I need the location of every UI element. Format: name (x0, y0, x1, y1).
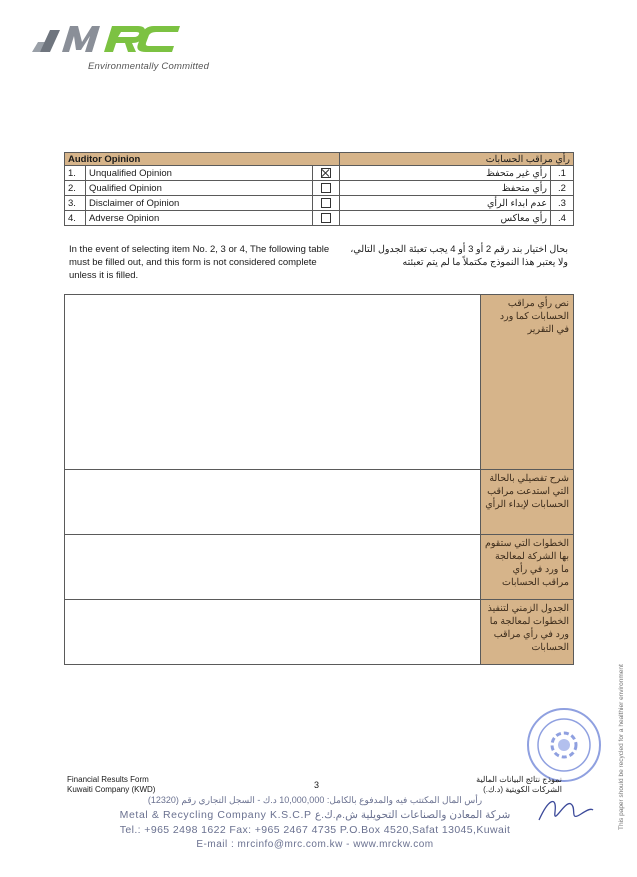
opinion-checkbox-cell (313, 211, 340, 226)
detail-row (65, 295, 574, 470)
signature-icon (535, 790, 595, 830)
footer-form-name: Financial Results Form (67, 775, 149, 784)
opinion-row (65, 196, 574, 211)
footer-contact: Tel.: +965 2498 1622 Fax: +965 2467 4735 P.O.Box 4520,Safat 13045,Kuwait (119, 824, 511, 836)
recycle-note: This paper should be recycled for a healthier environment (618, 664, 625, 830)
detail-input-cell[interactable] (65, 535, 481, 600)
auditor-opinion-header (65, 153, 574, 166)
opinion-number: 3. (65, 196, 86, 211)
opinion-row (65, 166, 574, 181)
opinion-label-en: Unqualified Opinion (86, 166, 313, 181)
detail-row (65, 470, 574, 535)
company-stamp-icon (525, 706, 603, 784)
unchecked-checkbox-icon[interactable] (321, 198, 331, 208)
opinion-label-ar: عدم ابداء الرأي (340, 196, 551, 211)
detail-label: نص رأي مراقب الحسابات كما ورد في التقرير (481, 295, 574, 470)
page-number: 3 (314, 780, 320, 790)
detail-input-cell[interactable] (65, 295, 481, 470)
auditor-opinion-title-en: Auditor Opinion (65, 153, 340, 166)
auditor-opinion-title-ar: رأي مراقب الحسابات (340, 153, 574, 166)
footer-form-info-ar (440, 775, 562, 795)
opinion-label-en: Disclaimer of Opinion (86, 196, 313, 211)
unchecked-checkbox-icon[interactable] (321, 183, 331, 193)
auditor-opinion-table (64, 152, 574, 226)
opinion-label-en: Adverse Opinion (86, 211, 313, 226)
opinion-checkbox-cell (313, 181, 340, 196)
instructions-en: In the event of selecting item No. 2, 3 or 4, The following table must be filled out, and this form is not considered complete unless it is filled. (69, 244, 330, 281)
logo-tagline: Environmentally Committed (88, 61, 210, 72)
opinion-checkbox-cell (313, 166, 340, 181)
checked-checkbox-icon[interactable] (321, 168, 331, 178)
detail-label: شرح تفصيلي بالحالة التي استدعت مراقب الحسابات لإبداء الرأي (481, 470, 574, 535)
opinion-label-ar: رأي متحفظ (340, 181, 551, 196)
instructions-ar: بحال اختيار بند رقم 2 أو 3 أو 4 يجب تعبئة الجدول التالي، ولا يعتبر هذا النموذج مكتملاً ما لم يتم تعبئته (350, 244, 568, 268)
detail-row (65, 600, 574, 665)
footer-web: E-mail : mrcinfo@mrc.com.kw - www.mrckw.com (196, 839, 434, 850)
opinion-number: 2. (65, 181, 86, 196)
opinion-row (65, 181, 574, 196)
opinion-number-ar: .3 (551, 196, 574, 211)
opinion-label-en: Qualified Opinion (86, 181, 313, 196)
footer-form-info (67, 775, 155, 795)
footer-company-type-ar: الشركات الكويتية (د.ك.) (483, 785, 562, 794)
detail-label: الخطوات التي ستقوم بها الشركة لمعالجة ما ورد في رأي مراقب الحسابات (481, 535, 574, 600)
opinion-row (65, 211, 574, 226)
footer-company-name: Metal & Recycling Company K.S.C.P شركة المعادن والصناعات التحويلية ش.م.ك.ع (119, 809, 511, 821)
footer-capital-line: رأس المال المكتتب فيه والمدفوع بالكامل: 10,000,000 د.ك - السجل التجاري رقم (12320) (147, 795, 483, 805)
opinion-number: 4. (65, 211, 86, 226)
footer-form-name-ar: نموذج نتائج البيانات المالية (476, 775, 562, 784)
detail-row (65, 535, 574, 600)
opinion-number-ar: .1 (551, 166, 574, 181)
detail-label: الجدول الزمني لتنفيذ الخطوات لمعالجة ما ورد في رأي مراقب الحسابات (481, 600, 574, 665)
opinion-details-table (64, 294, 574, 665)
opinion-label-ar: رأي معاكس (340, 211, 551, 226)
unchecked-checkbox-icon[interactable] (321, 213, 331, 223)
detail-input-cell[interactable] (65, 470, 481, 535)
opinion-number-ar: .4 (551, 211, 574, 226)
opinion-number: 1. (65, 166, 86, 181)
detail-input-cell[interactable] (65, 600, 481, 665)
opinion-label-ar: رأي غير متحفظ (340, 166, 551, 181)
opinion-number-ar: .2 (551, 181, 574, 196)
footer-company-type: Kuwaiti Company (KWD) (67, 785, 156, 794)
opinion-checkbox-cell (313, 196, 340, 211)
